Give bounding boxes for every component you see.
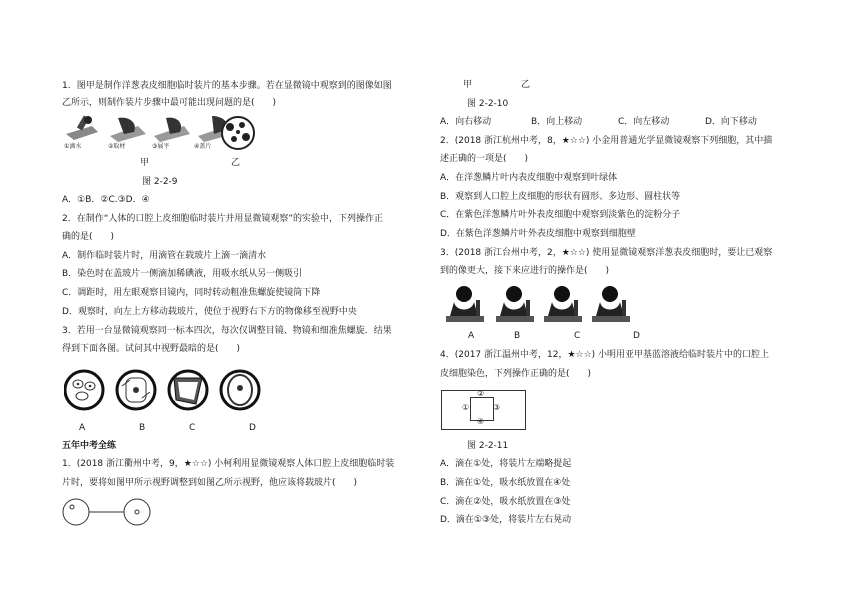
q4-stem-line1: 1．(2018 浙江衢州中考，9，★☆☆) 小柯利用显微镜观察人体口腔上皮细胞临时装 <box>62 459 395 469</box>
q3r-stem-line2: 到的像更大，接下来应进行的操作是( ) <box>440 266 610 276</box>
q4-stem-line2: 片时，要将如图甲所示视野调整到如图乙所示视野，他应该将载玻片( ) <box>62 478 358 488</box>
step-4-label: ④盖片 <box>194 143 212 150</box>
q4r-option-a: A．滴在①处，将装片左端略提起 <box>440 459 572 469</box>
slide-mark-2: ② <box>477 389 485 398</box>
q2-stem-line2: 确的是( ) <box>62 232 115 242</box>
q3-label-a: A <box>79 423 86 433</box>
q4r-stem-line2: 皮细胞染色，下列操作正确的是( ) <box>440 369 592 379</box>
q2-option-a: A．制作临时装片时，用滴管在载玻片上滴一滴清水 <box>62 251 267 261</box>
step-2-label: ②取材 <box>108 143 126 150</box>
step-tweezers-illustration <box>110 118 146 142</box>
view-d <box>221 371 259 409</box>
view-a <box>65 371 103 409</box>
q3r-label-c: C <box>574 331 581 341</box>
q1r-option-d: D．向下移动 <box>705 117 757 127</box>
q1-figure-caption: 图 2-2-9 <box>142 177 178 187</box>
q4r-stem-line1: 4．(2017 浙江温州中考，12，★☆☆) 小明用亚甲基蓝溶液给临时装片中的口腔上 <box>440 350 770 360</box>
q1-label-jia: 甲 <box>140 158 150 168</box>
q3r-figure-operators <box>442 282 642 326</box>
q1r-option-c: C．向左移动 <box>618 117 670 127</box>
q1-figure-yi <box>220 115 256 151</box>
q2r-stem-line1: 2．(2018 浙江杭州中考，8，★☆☆) 小金用普通光学显微镜观察下列细胞，其中描 <box>440 136 773 146</box>
operator-c <box>544 286 582 322</box>
q2-option-c: C．调距时，用左眼观察目镜内，同时转动粗准焦螺旋使镜筒下降 <box>62 288 321 298</box>
q1-stem-line1: 1．图甲是制作洋葱表皮细胞临时装片的基本步骤。若在显微镜中观察到的图像如图 <box>62 81 392 91</box>
operator-d <box>592 286 630 322</box>
q3-figure-views <box>64 368 264 414</box>
q3r-stem-line1: 3．(2018 浙江台州中考，2，★☆☆) 使用显微镜观察洋葱表皮细胞时，要让已观察 <box>440 248 773 258</box>
step-dropper-illustration <box>66 115 98 140</box>
top-label-jia: 甲 <box>463 80 473 90</box>
operator-a <box>446 286 484 322</box>
operator-b <box>496 286 534 322</box>
q4r-option-b: B．滴在①处，吸水纸放置在④处 <box>440 478 571 488</box>
view-b <box>117 371 155 409</box>
step-3-label: ③展平 <box>152 143 170 150</box>
q1r-option-a: A．向右移动 <box>440 117 492 127</box>
q2r-option-d: D．在紫色洋葱鳞片叶外表皮细胞中观察到细胞壁 <box>440 229 636 239</box>
q3-label-b: B <box>139 423 146 433</box>
q2r-option-a: A．在洋葱鳞片叶内表皮细胞中观察到叶绿体 <box>440 173 618 183</box>
q3r-label-d: D <box>633 331 640 341</box>
slide-mark-1: ① <box>462 403 470 412</box>
q2-stem-line1: 2．在制作“人体的口腔上皮细胞临时装片并用显微镜观察”的实验中，下列操作正 <box>62 214 384 224</box>
q2r-stem-line2: 述正确的一项是( ) <box>440 154 529 164</box>
q3-stem-line1: 3．若用一台显微镜观察同一标本四次，每次仅调整目镜、物镜和细准焦螺旋．结果 <box>62 326 392 336</box>
q2r-option-b: B．观察到人口腔上皮细胞的形状有圆形、多边形、圆柱状等 <box>440 192 681 202</box>
q3-stem-line2: 得到下面各图。试问其中视野最暗的是( ) <box>62 344 241 354</box>
top-label-yi: 乙 <box>521 80 531 90</box>
figure-2-2-11-caption: 图 2-2-11 <box>467 441 509 451</box>
q2r-option-c: C．在紫色洋葱鳞片叶外表皮细胞中观察到淡紫色的淀粉分子 <box>440 210 681 220</box>
q2-option-b: B．染色时在盖玻片一侧滴加稀碘液，用吸水纸从另一侧吸引 <box>62 269 303 279</box>
step-1-label: ①滴水 <box>64 143 82 150</box>
q3r-label-b: B <box>514 331 521 341</box>
figure-2-2-10-caption: 图 2-2-10 <box>467 99 509 109</box>
q3-label-d: D <box>249 423 256 433</box>
q1-stem-line2: 乙所示，则制作装片步骤中最可能出现问题的是( ) <box>62 98 277 108</box>
q1-options: A．①B．②C.③D．④ <box>62 195 150 205</box>
q3r-label-a: A <box>468 331 475 341</box>
view-c <box>169 371 207 409</box>
q4r-option-d: D．滴在①③处，将装片左右晃动 <box>440 515 572 525</box>
q1-label-yi: 乙 <box>231 158 241 168</box>
q3-label-c: C <box>189 423 196 433</box>
q2-option-d: D．观察时，向左上方移动载玻片，使位于视野右下方的物像移至视野中央 <box>62 307 357 317</box>
q4r-option-c: C．滴在②处，吸水纸放置在③处 <box>440 497 571 507</box>
slide-mark-4: ④ <box>477 417 485 426</box>
q1r-option-b: B．向上移动 <box>531 117 583 127</box>
section-heading: 五年中考全练 <box>62 441 117 451</box>
slide-mark-3: ③ <box>493 403 501 412</box>
q4-figure-fields <box>62 497 162 527</box>
step-flatten-illustration <box>154 118 190 142</box>
slide-diagram <box>441 390 526 430</box>
